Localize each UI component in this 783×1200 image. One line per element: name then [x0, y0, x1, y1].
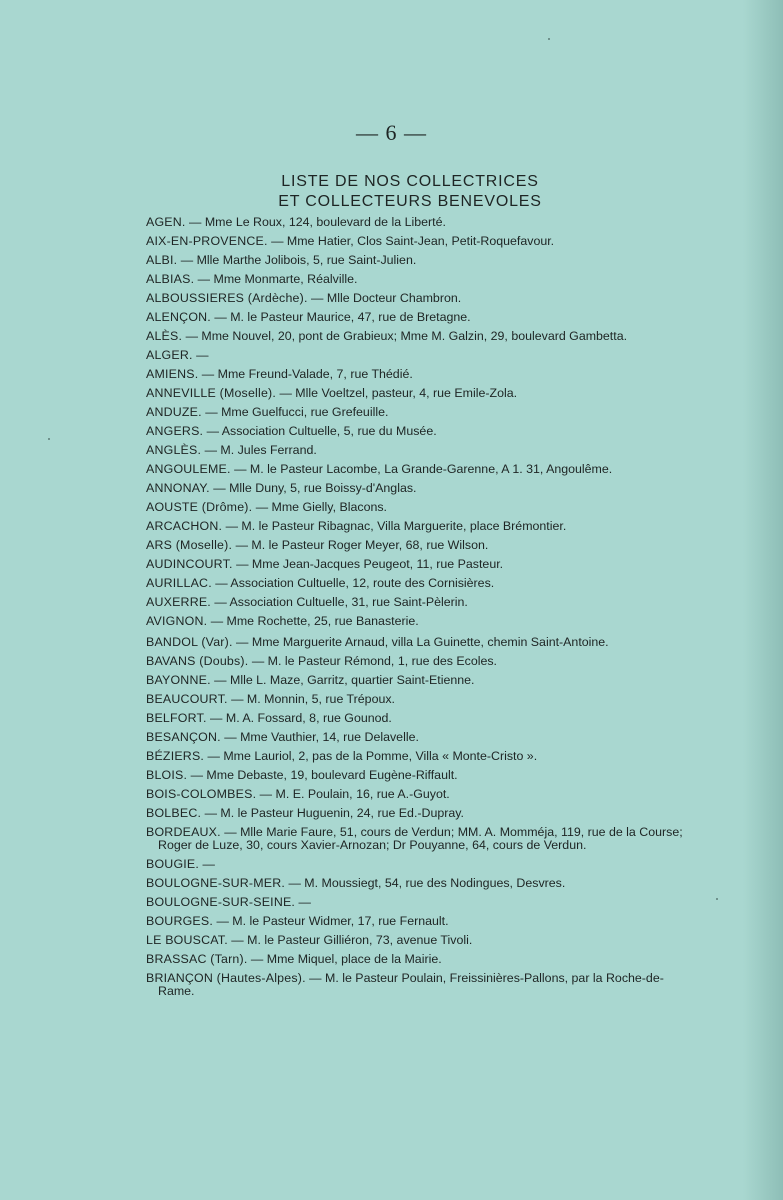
entry-city: AIX-EN-PROVENCE. [146, 234, 268, 248]
entry-details: — [199, 857, 215, 871]
entry-details: — M. le Pasteur Gilliéron, 73, avenue Tivoli. [227, 933, 473, 947]
entry-details: — Mme Debaste, 19, boulevard Eugène-Riffault. [187, 768, 458, 782]
entry-city: BORDEAUX. [146, 825, 221, 839]
list-entry [146, 482, 686, 495]
list-entry [146, 349, 686, 362]
list-entry [146, 972, 686, 998]
entry-details: — Association Cultuelle, 31, rue Saint-Pèlerin. [210, 595, 468, 609]
entry-city: ANNEVILLE (Moselle). [146, 386, 277, 400]
list-entry [146, 254, 686, 267]
entry-details: — Mme Guelfucci, rue Grefeuille. [201, 405, 389, 419]
list-entry [146, 368, 686, 381]
list-entry [146, 501, 686, 514]
entry-city: BELFORT. [146, 711, 207, 725]
page-title [0, 172, 783, 212]
entry-details: — M. Jules Ferrand. [201, 443, 317, 457]
entry-city: BOIS-COLOMBES. [146, 787, 257, 801]
entry-city: BRASSAC (Tarn). [146, 952, 248, 966]
list-entry [146, 463, 686, 476]
entry-city: ANDUZE. [146, 405, 202, 419]
entry-details: — M. Moussiegt, 54, rue des Nodingues, Desvres. [285, 876, 566, 890]
entry-details: — Mme Miquel, place de la Mairie. [247, 952, 442, 966]
entry-details: — Mme Freund-Valade, 7, rue Thédié. [198, 367, 413, 381]
entry-details: — Mme Le Roux, 124, boulevard de la Liberté. [185, 215, 446, 229]
list-entry [146, 788, 686, 801]
entry-city: AURILLAC. [146, 576, 212, 590]
list-entry [146, 387, 686, 400]
entry-details: — [295, 895, 311, 909]
entry-city: BOULOGNE-SUR-SEINE. [146, 895, 296, 909]
entry-city: ALBOUSSIERES (Ardèche). [146, 291, 308, 305]
entry-details: — Mme Gielly, Blacons. [252, 500, 387, 514]
list-entry [146, 807, 686, 820]
entry-details: — M. le Pasteur Huguenin, 24, rue Ed.-Dupray. [201, 806, 464, 820]
list-entry [146, 558, 686, 571]
entry-city: BEAUCOURT. [146, 692, 228, 706]
list-entry [146, 596, 686, 609]
entry-city: BRIANÇON (Hautes-Alpes). [146, 971, 306, 985]
entry-city: AOUSTE (Drôme). [146, 500, 253, 514]
list-entry [146, 731, 686, 744]
entry-details: — Association Cultuelle, 5, rue du Musée. [203, 424, 437, 438]
list-entry [146, 858, 686, 871]
entry-city: BOLBEC. [146, 806, 202, 820]
entry-city: ALBIAS. [146, 272, 195, 286]
list-entry [146, 520, 686, 533]
entry-city: BAVANS (Doubs). [146, 654, 249, 668]
list-entry [146, 915, 686, 928]
title-line-1: LISTE DE NOS COLLECTRICES [281, 173, 539, 190]
entry-details: — Mme Jean-Jacques Peugeot, 11, rue Pasteur. [232, 557, 504, 571]
entry-details: — Mme Monmarte, Réalville. [194, 272, 358, 286]
list-entry [146, 444, 686, 457]
list-entry [146, 712, 686, 725]
entry-details: — Mlle Marthe Jolibois, 5, rue Saint-Julien. [177, 253, 417, 267]
entry-details: — Mlle Marie Faure, 51, cours de Verdun; MM. A. Momméja, 119, rue de la Course; Roger de Luze, 30, cours Xavier-Arnozan; Dr Pouyanne, 64, cours de Verdun. [158, 825, 683, 852]
entry-details: — M. le Pasteur Lacombe, La Grande-Garenne, A 1. 31, Angoulême. [230, 462, 613, 476]
entry-details: — M. E. Poulain, 16, rue A.-Guyot. [256, 787, 450, 801]
entry-city: ALGER. [146, 348, 193, 362]
entry-city: BAYONNE. [146, 673, 211, 687]
entry-city: ANGOULEME. [146, 462, 231, 476]
entry-details: — M. le Pasteur Widmer, 17, rue Fernault. [213, 914, 449, 928]
entry-details: — Mme Marguerite Arnaud, villa La Guinette, chemin Saint-Antoine. [232, 635, 609, 649]
list-entry [146, 896, 686, 909]
entry-city: AVIGNON. [146, 614, 208, 628]
list-entry [146, 235, 686, 248]
list-entry [146, 953, 686, 966]
entry-city: ALENÇON. [146, 310, 211, 324]
paper-speck [48, 438, 50, 440]
entry-details: — M. le Pasteur Roger Meyer, 68, rue Wilson. [232, 538, 489, 552]
list-entry [146, 539, 686, 552]
title-line-2: ET COLLECTEURS BENEVOLES [278, 193, 542, 210]
list-entry [146, 750, 686, 763]
entry-details: — M. le Pasteur Ribagnac, Villa Marguerite, place Brémontier. [222, 519, 567, 533]
entry-details: — M. A. Fossard, 8, rue Gounod. [206, 711, 392, 725]
list-entry [146, 273, 686, 286]
entry-details: — Association Cultuelle, 12, route des Cornisières. [211, 576, 495, 590]
list-entry [146, 330, 686, 343]
list-entry [146, 674, 686, 687]
entry-city: ANNONAY. [146, 481, 210, 495]
list-entry [146, 292, 686, 305]
list-entry [146, 615, 686, 628]
entry-details: — M. le Pasteur Maurice, 47, rue de Bretagne. [210, 310, 471, 324]
entry-city: AUDINCOURT. [146, 557, 233, 571]
entry-city: ARS (Moselle). [146, 538, 233, 552]
entry-city: AMIENS. [146, 367, 199, 381]
list-entry [146, 826, 686, 852]
list-entry [146, 693, 686, 706]
entry-city: AUXERRE. [146, 595, 211, 609]
entry-city: BOURGES. [146, 914, 214, 928]
list-entry [146, 877, 686, 890]
list-entry [146, 769, 686, 782]
entry-city: ARCACHON. [146, 519, 223, 533]
entry-city: BOUGIE. [146, 857, 200, 871]
entry-details: — Mme Rochette, 25, rue Banasterie. [207, 614, 419, 628]
entry-city: ALÈS. [146, 329, 183, 343]
entry-details: — Mlle Duny, 5, rue Boissy-d'Anglas. [209, 481, 417, 495]
list-entry [146, 655, 686, 668]
entry-city: ALBI. [146, 253, 178, 267]
entry-details: — M. le Pasteur Rémond, 1, rue des Ecoles. [248, 654, 498, 668]
entry-city: BANDOL (Var). [146, 635, 233, 649]
entry-city: AGEN. [146, 215, 186, 229]
entry-details: — Mme Hatier, Clos Saint-Jean, Petit-Roquefavour. [267, 234, 555, 248]
entry-details: — [192, 348, 209, 362]
entry-details: — M. le Pasteur Poulain, Freissinières-Pallons, par la Roche-de-Rame. [158, 971, 664, 998]
list-entry [146, 216, 686, 229]
entry-details: — Mme Lauriol, 2, pas de la Pomme, Villa « Monte-Cristo ». [204, 749, 538, 763]
list-entry [146, 406, 686, 419]
entry-details: — Mme Vauthier, 14, rue Delavelle. [220, 730, 419, 744]
page-number: — 6 — [356, 120, 427, 145]
entry-city: BOULOGNE-SUR-MER. [146, 876, 286, 890]
entry-city: BÉZIERS. [146, 749, 205, 763]
entry-city: ANGERS. [146, 424, 204, 438]
list-entry [146, 577, 686, 590]
entry-details: — M. Monnin, 5, rue Trépoux. [227, 692, 395, 706]
list-entry [146, 934, 686, 947]
paper-speck [716, 898, 718, 900]
entry-city: LE BOUSCAT. [146, 933, 228, 947]
collector-list [146, 216, 686, 1004]
entry-city: BESANÇON. [146, 730, 221, 744]
entry-city: BLOIS. [146, 768, 188, 782]
entry-details: — Mlle Docteur Chambron. [307, 291, 462, 305]
list-entry [146, 636, 686, 649]
list-entry [146, 311, 686, 324]
entry-details: — Mme Nouvel, 20, pont de Grabieux; Mme M. Galzin, 29, boulevard Gambetta. [182, 329, 628, 343]
entry-details: — Mlle L. Maze, Garritz, quartier Saint-Etienne. [210, 673, 475, 687]
list-entry [146, 425, 686, 438]
entry-details: — Mlle Voeltzel, pasteur, 4, rue Emile-Zola. [276, 386, 518, 400]
paper-speck [548, 38, 550, 40]
entry-city: ANGLÈS. [146, 443, 202, 457]
